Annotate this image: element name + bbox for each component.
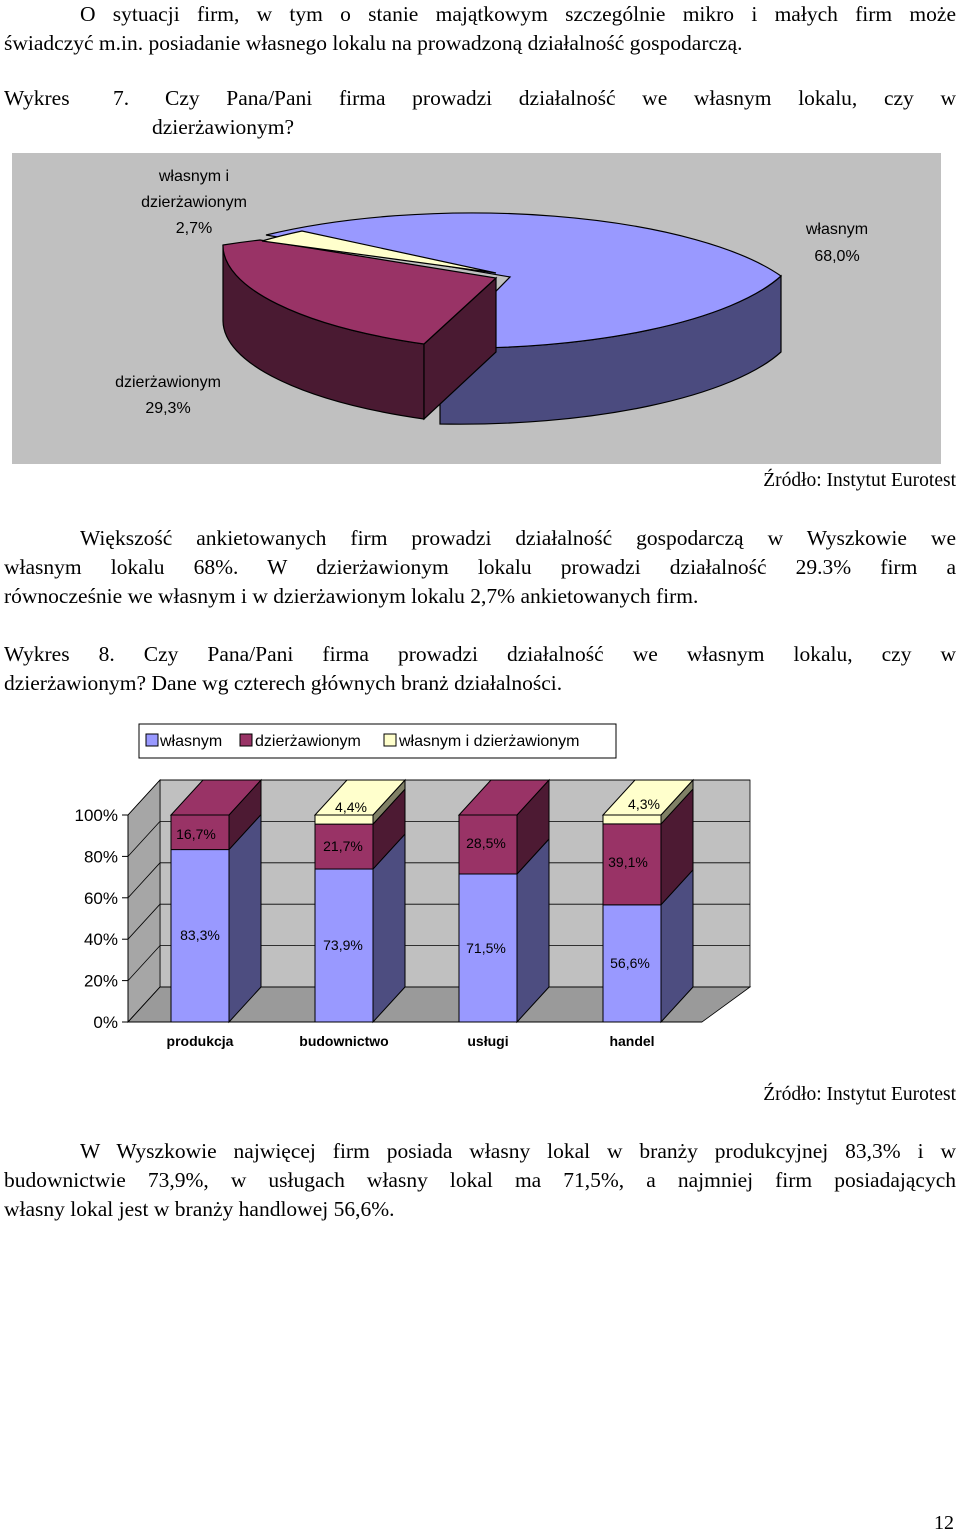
stacked-bar-chart xyxy=(0,720,960,1050)
x-axis-ticks xyxy=(167,1033,655,1049)
figure7-number: 7. xyxy=(113,86,130,110)
y-tick-label: 100% xyxy=(74,806,118,825)
figure8-title-line-2: dzierżawionym? Dane wg czterech głównych branż działalności. xyxy=(4,671,563,695)
bar-produkcja-own-side xyxy=(229,815,261,1022)
x-tick-label: budownictwo xyxy=(299,1033,389,1049)
pie-label-both-line-2: dzierżawionym xyxy=(141,194,247,211)
y-tick-label: 60% xyxy=(83,888,118,908)
legend-label-both: własnym i dzierżawionym xyxy=(399,733,580,750)
legend-swatch-both xyxy=(384,734,396,746)
y-axis-ticks xyxy=(75,806,118,1032)
para2-line-2: budownictwie 73,9%, w usługach własny lokal ma 71,5%, a najmniej firm posiadających xyxy=(4,1168,956,1192)
figure7-source: Źródło: Instytut Eurotest xyxy=(763,470,956,491)
x-tick-label: produkcja xyxy=(166,1033,234,1049)
figure7-title-line-2: dzierżawionym? xyxy=(152,115,295,139)
data-label-usługi-own: 71,5% xyxy=(466,940,506,956)
data-label-produkcja-own: 83,3% xyxy=(180,927,220,943)
legend-label-lease: dzierżawionym xyxy=(255,733,361,750)
chart-legend xyxy=(139,724,616,758)
figure8-source: Źródło: Instytut Eurotest xyxy=(763,1084,956,1105)
figure8-title-line-1: Wykres 8. Czy Pana/Pani firma prowadzi działalność we własnym lokalu, czy w xyxy=(4,642,956,666)
y-tick-label: 20% xyxy=(83,971,118,991)
y-tick-label: 80% xyxy=(83,847,118,867)
intro-line-1: O sytuacji firm, w tym o stanie majątkowym szczególnie mikro i małych firm może xyxy=(80,2,956,26)
pie-label-lease-pct: 29,3% xyxy=(145,400,191,417)
pie-label-lease: dzierżawionym xyxy=(115,374,221,391)
figure7-label: Wykres xyxy=(4,86,70,110)
y-tick-label: 40% xyxy=(83,930,118,950)
data-label-produkcja-lease: 16,7% xyxy=(176,826,216,842)
data-label-budownictwo-own: 73,9% xyxy=(323,937,363,953)
para2-line-1: W Wyszkowie najwięcej firm posiada własny lokal w branży produkcyjnej 83,3% i w xyxy=(80,1139,956,1163)
pie-label-own: własnym xyxy=(805,221,869,238)
side-wall xyxy=(128,780,160,1022)
figure7-title-line-1: Czy Pana/Pani firma prowadzi działalność we własnym lokalu, czy w xyxy=(165,86,956,110)
x-tick-label: usługi xyxy=(467,1033,509,1049)
para1-line-2: własnym lokalu 68%. W dzierżawionym lokalu prowadzi działalność 29.3% firm a xyxy=(4,555,956,579)
data-label-budownictwo-lease: 21,7% xyxy=(323,838,363,854)
pie-label-both-pct: 2,7% xyxy=(175,220,213,237)
legend-swatch-own xyxy=(146,734,158,746)
data-label-handel-both: 4,3% xyxy=(628,796,660,812)
intro-line-2: świadczyć m.in. posiadanie własnego lokalu na prowadzoną działalność gospodarczą. xyxy=(4,31,743,55)
bar-budownictwo-both-front xyxy=(315,815,373,824)
legend-label-own: własnym xyxy=(160,733,223,750)
bar-handel-both-front xyxy=(603,815,661,824)
pie-chart xyxy=(0,150,960,470)
pie-label-both-line-1: własnym i xyxy=(158,168,230,185)
data-label-budownictwo-both: 4,4% xyxy=(335,799,367,815)
data-label-handel-lease: 39,1% xyxy=(608,854,648,870)
data-label-usługi-lease: 28,5% xyxy=(466,835,506,851)
x-tick-label: handel xyxy=(609,1033,655,1049)
data-label-handel-own: 56,6% xyxy=(610,955,650,971)
para1-line-3: równocześnie we własnym i w dzierżawionym lokalu 2,7% ankietowanych firm. xyxy=(4,584,699,608)
para2-line-3: własny lokal jest w branży handlowej 56,6%. xyxy=(4,1197,395,1221)
y-tick-label: 0% xyxy=(93,1013,118,1032)
para1-line-1: Większość ankietowanych firm prowadzi działalność gospodarczą w Wyszkowie we xyxy=(80,526,956,550)
page-number: 12 xyxy=(934,1512,954,1534)
legend-swatch-lease xyxy=(240,734,252,746)
pie-label-own-pct: 68,0% xyxy=(814,248,860,265)
